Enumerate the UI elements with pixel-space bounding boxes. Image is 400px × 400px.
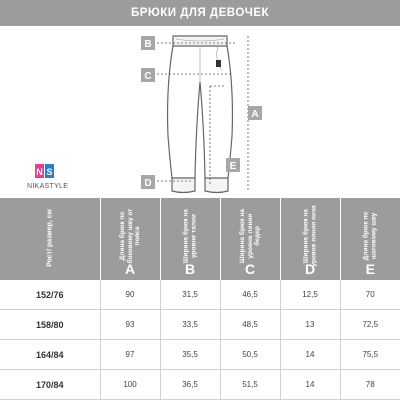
table-cell: 33,5: [160, 310, 220, 340]
table-cell: 90: [100, 280, 160, 310]
marker-e: [226, 158, 240, 172]
table-cell: 35,5: [160, 340, 220, 370]
table-cell: 70: [340, 280, 400, 310]
marker-c: [141, 68, 155, 82]
marker-a: [248, 106, 262, 120]
table-row: [0, 280, 400, 310]
size-cell: 158/80: [0, 310, 100, 340]
pants-illustration: [168, 36, 233, 193]
column-header-d: Ширина брюк на уровне линии низа D: [280, 198, 340, 280]
column-header-b: Ширина брюк на уровне талии B: [160, 198, 220, 280]
table-row: [0, 370, 400, 400]
table-cell: 78: [340, 370, 400, 400]
svg-text:D: D: [144, 178, 152, 189]
size-cell: 164/84: [0, 340, 100, 370]
brand-name: NIKASTYLE: [27, 183, 69, 190]
svg-text:C: C: [144, 71, 152, 82]
svg-text:E: E: [229, 161, 237, 172]
column-header-a: Длина брюк по боковому шву от пояса A: [100, 198, 160, 280]
table-cell: 12,5: [280, 280, 340, 310]
brand-logo: [35, 164, 54, 178]
table-cell: 13: [280, 310, 340, 340]
size-diagram: [0, 26, 400, 200]
table-cell: 51,5: [220, 370, 280, 400]
column-header-c: Ширина брюк на уровне линии бедер C: [220, 198, 280, 280]
svg-text:A: A: [251, 109, 259, 120]
table-header-row: [0, 198, 400, 280]
size-cell: 170/84: [0, 370, 100, 400]
svg-text:B: B: [144, 39, 152, 50]
page-title: БРЮКИ ДЛЯ ДЕВОЧЕК: [0, 0, 400, 26]
svg-text:S: S: [46, 167, 53, 177]
marker-d: [141, 175, 155, 189]
table-cell: 36,5: [160, 370, 220, 400]
size-table: [0, 198, 400, 400]
table-cell: 97: [100, 340, 160, 370]
table-cell: 100: [100, 370, 160, 400]
table-row: [0, 310, 400, 340]
table-cell: 72,5: [340, 310, 400, 340]
table-row: [0, 340, 400, 370]
svg-text:N: N: [36, 167, 43, 177]
column-header-e: Длина брюк по шаговому шву E: [340, 198, 400, 280]
column-header-size: Рост/ размер, см: [0, 198, 100, 280]
table-cell: 93: [100, 310, 160, 340]
table-cell: 14: [280, 340, 340, 370]
size-cell: 152/76: [0, 280, 100, 310]
table-cell: 50,5: [220, 340, 280, 370]
table-cell: 46,5: [220, 280, 280, 310]
table-cell: 31,5: [160, 280, 220, 310]
table-cell: 48,5: [220, 310, 280, 340]
table-cell: 14: [280, 370, 340, 400]
marker-b: [141, 36, 155, 50]
table-cell: 75,5: [340, 340, 400, 370]
